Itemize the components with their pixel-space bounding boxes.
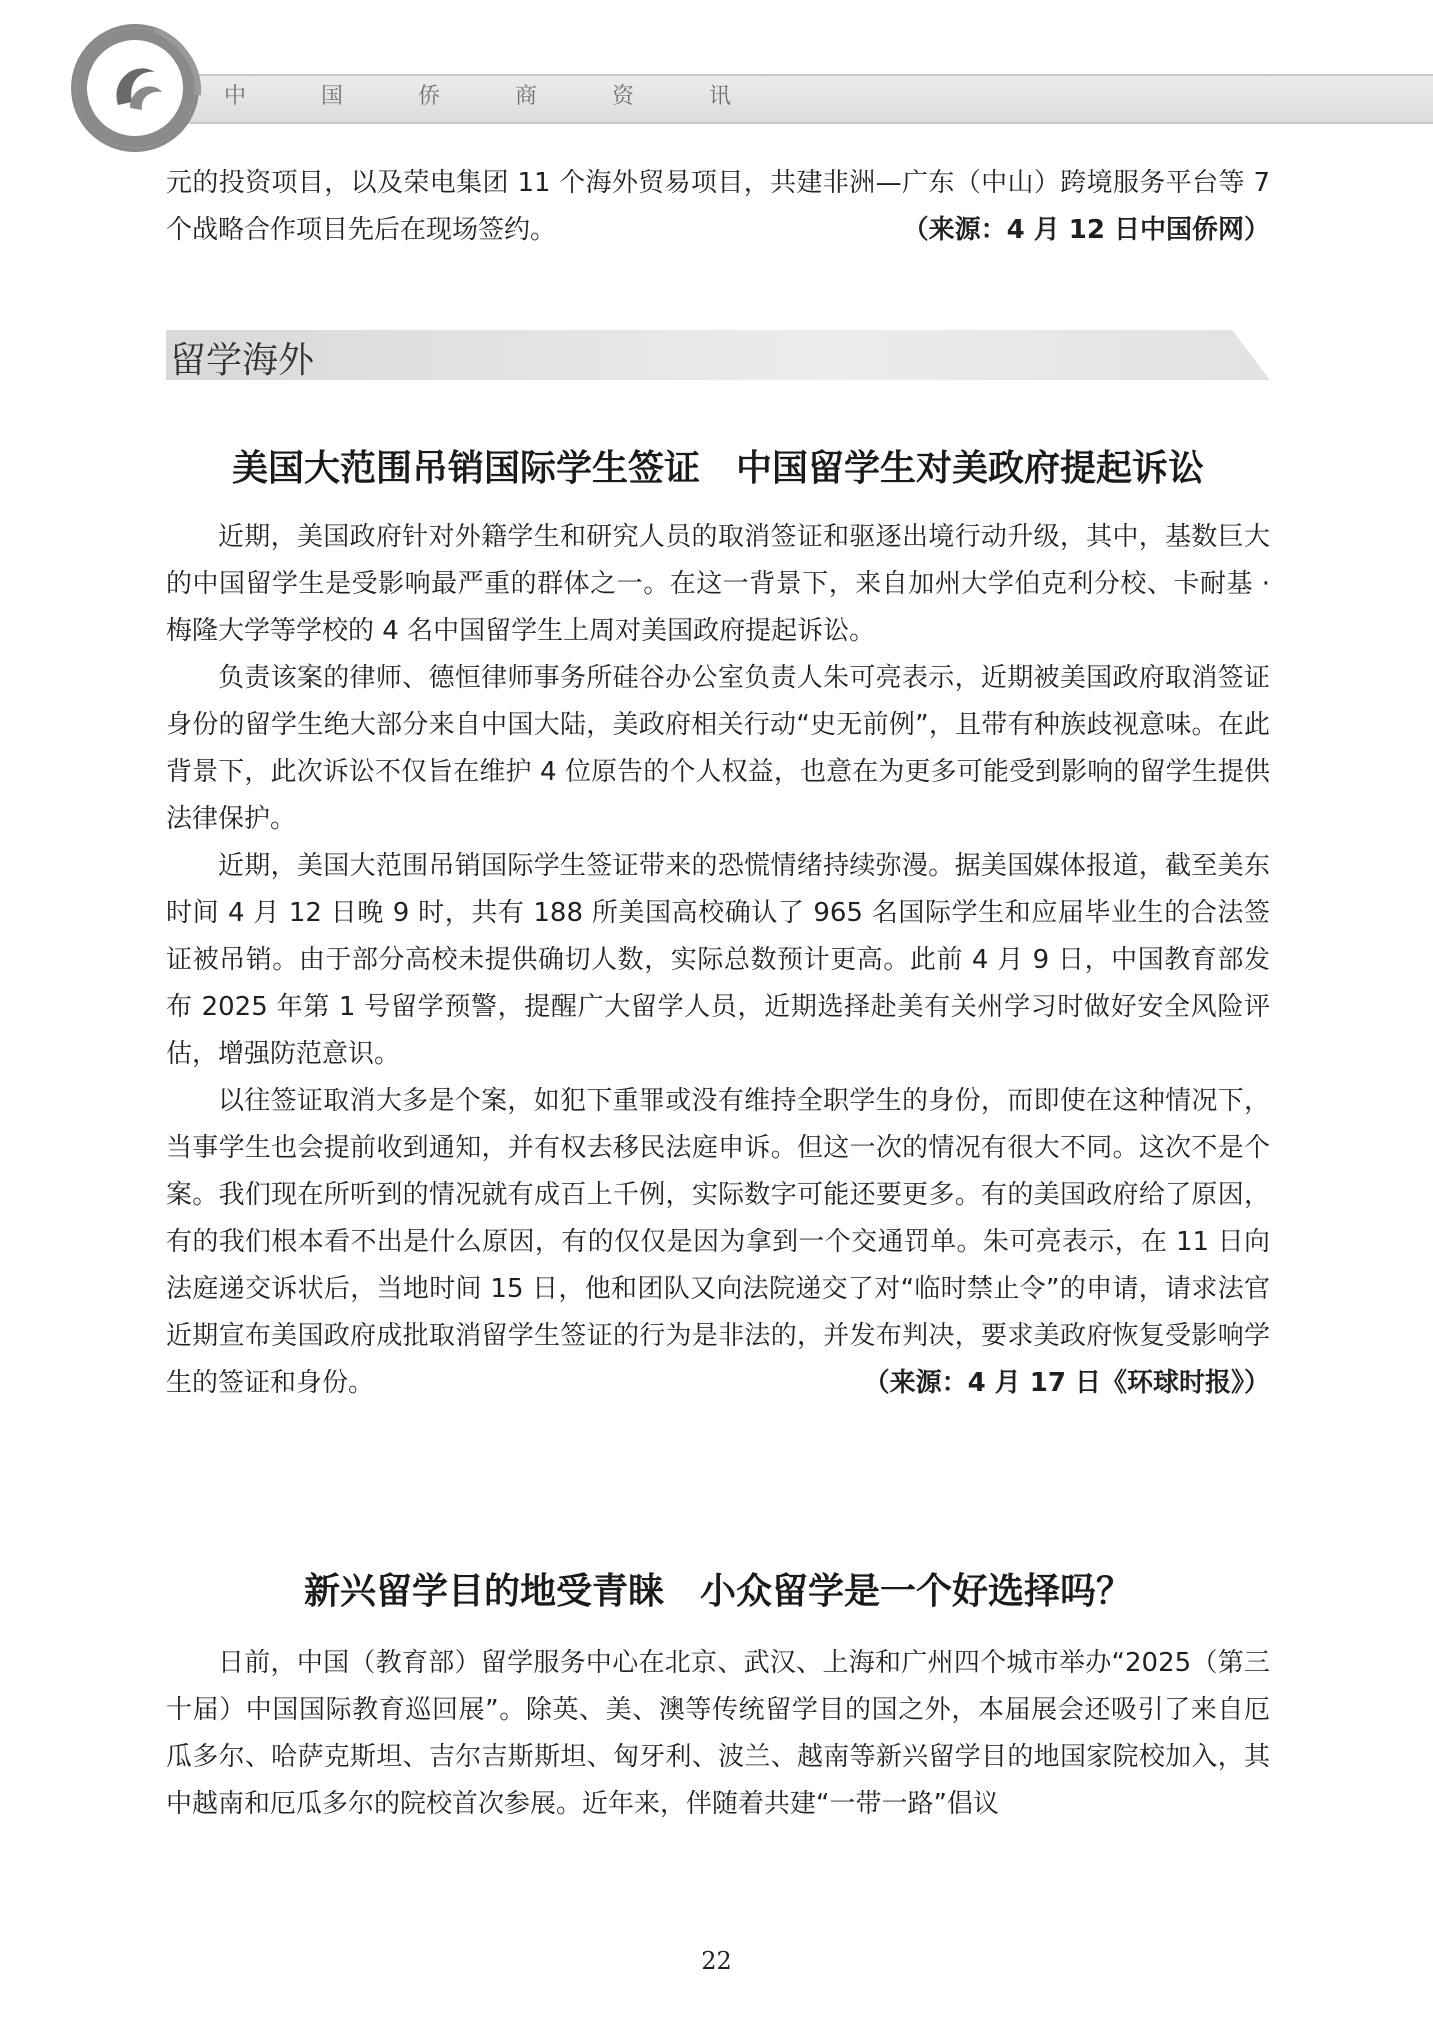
intro-paragraph [166,160,1270,254]
article2-title: 新兴留学目的地受青睐 小众留学是一个好选择吗？ [303,1571,1132,1612]
article1-paragraph-4-text: 以往签证取消大多是个案，如犯下重罪或没有维持全职学生的身份，而即使在这种情况下，当事学生也会提前收到通知，并有权去移民法庭申诉。但这一次的情况有很大不同。这次不是个案。我们现在所听到的情况就有成百上千例，实际数字可能还要更多。有的美国政府给了原因，有的我们根本看不出是什么原因，有的仅仅是因为拿到一个交通罚单。朱可亮表示，在 11 日向法庭递交诉状后，当地时间 15 日，他和团队又向法院递交了对“临时禁止令”的申请，请求法官近期宣布美国政府成批取消留学生签证的行为是非法的，并发布判决，要求美政府恢复受影响学生的签证和身份。 [166,1086,1270,1398]
article2-paragraph-1: 日前，中国（教育部）留学服务中心在北京、武汉、上海和广州四个城市举办“2025（第三十届）中国国际教育巡回展”。除英、美、澳等传统留学目的国之外，本届展会还吸引了来自厄瓜多尔、哈萨克斯坦、吉尔吉斯斯坦、匈牙利、波兰、越南等新兴留学目的地国家院校加入，其中越南和厄瓜多尔的院校首次参展。近年来，伴随着共建“一带一路”倡议 [166,1648,1270,1819]
article1-source: （来源：4 月 17 日《环球时报》） [863,1368,1270,1398]
intro-text: 元的投资项目，以及荣电集团 11 个海外贸易项目，共建非洲—广东（中山）跨境服务平台等 7 个战略合作项目先后在现场签约。 [166,168,1270,245]
article1-paragraph-3: 近期，美国大范围吊销国际学生签证带来的恐慌情绪持续弥漫。据美国媒体报道，截至美东时间 4 月 12 日晚 9 时，共有 188 所美国高校确认了 965 名国际学生和应届毕业生的合法签证被吊销。由于部分高校未提供确切人数，实际总数预计更高。此前 4 月 9 日，中国教育部发布 2025 年第 1 号留学预警，提醒广大留学人员，近期选择赴美有关州学习时做好安全风险评估，增强防范意识。 [166,851,1270,1069]
header-title: 中 国 侨 商 资 讯 [224,84,765,109]
intro-source: （来源：4 月 12 日中国侨网） [902,215,1270,245]
section-bar [166,330,1270,380]
page-number: 22 [701,1947,732,1975]
article1-paragraph-2: 负责该案的律师、德恒律师事务所硅谷办公室负责人朱可亮表示，近期被美国政府取消签证身份的留学生绝大部分来自中国大陆，美政府相关行动“史无前例”，且带有种族歧视意味。在此背景下，此次诉讼不仅旨在维护 4 位原告的个人权益，也意在为更多可能受到影响的留学生提供法律保护。 [166,663,1270,834]
article2-body [166,1640,1270,1828]
article1-title: 美国大范围吊销国际学生签证 中国留学生对美政府提起诉讼 [231,448,1204,489]
article1-paragraph-4 [166,1078,1270,1407]
article1-paragraph-1: 近期，美国政府针对外籍学生和研究人员的取消签证和驱逐出境行动升级，其中，基数巨大的中国留学生是受影响最严重的群体之一。在这一背景下，来自加州大学伯克利分校、卡耐基 · 梅隆大学等学校的 4 名中国留学生上周对美国政府提起诉讼。 [166,522,1270,646]
intro-block [166,160,1270,254]
article1-body [166,514,1270,1407]
section-title: 留学海外 [170,340,315,381]
logo [60,10,210,160]
